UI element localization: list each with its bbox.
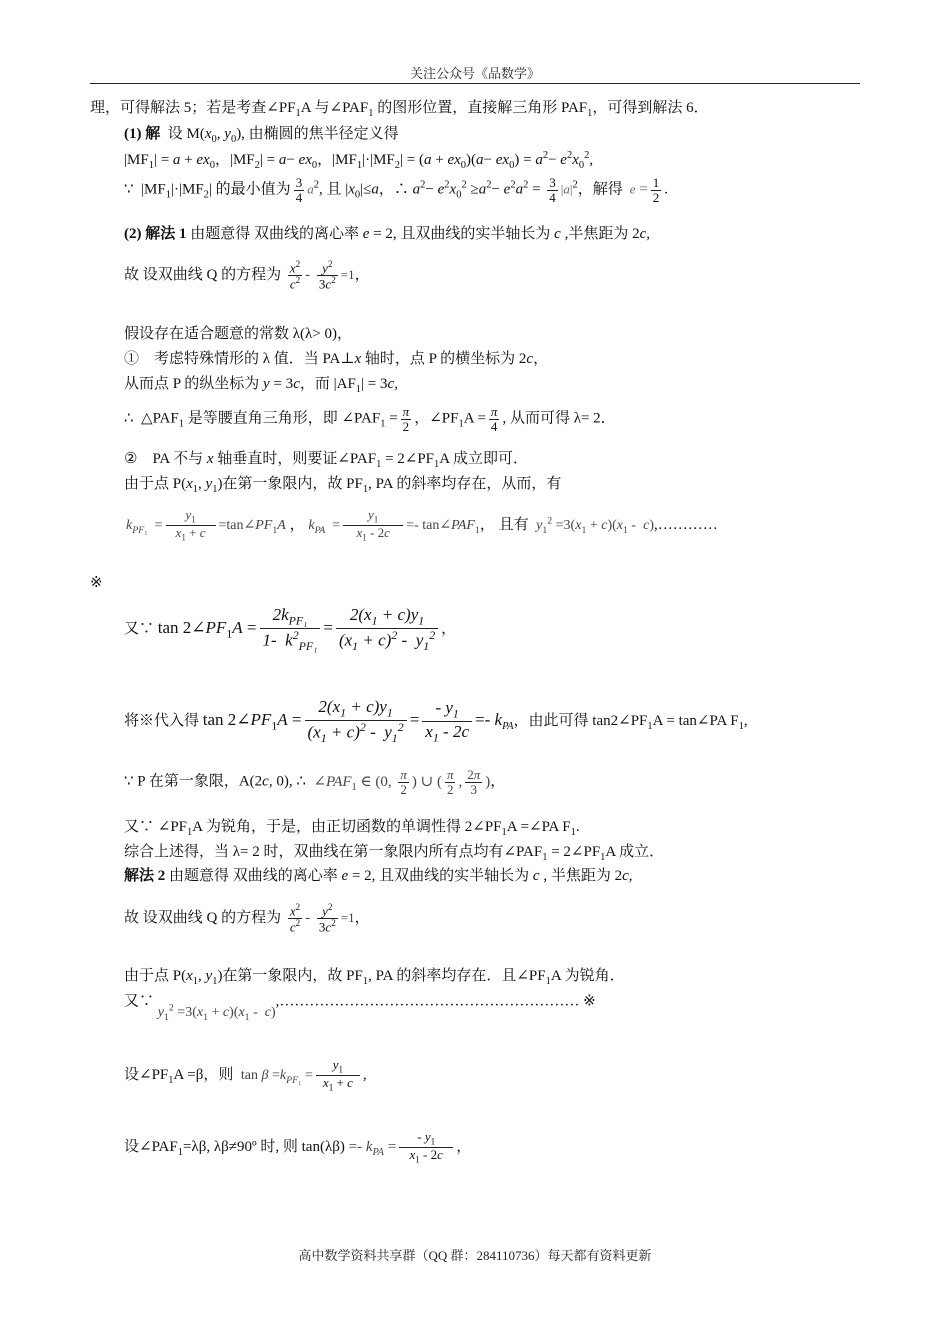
text-line: ① 考虑特殊情形的 λ 值．当 PA⊥x 轴时，点 P 的横坐标为 2c， [124,351,549,367]
text-line: (2) 解法 1 由题意得 双曲线的离心率 e = 2, 且双曲线的实半轴长为 c ,半焦距为 2c, [124,226,651,242]
text-line: 解法 2 由题意得 双曲线的离心率 e = 2, 且双曲线的实半轴长为 c , 半焦距为 2c, [124,868,633,884]
text-line: 设$\angle PAF_1=\lambda\beta$, λβ≠90º 时, 则 $\tan(\lambda\beta) =- k_{PA}$ = $\frac{- y_1}{x_1 - 2c}$ ， [124,1129,472,1165]
text-line: 由于点 $P(x_1$, $y_1$)在第一象限内，故 $PF_1$, PA 的斜率均存在．且$\angle PF_1A$ 为锐角． [124,968,625,987]
page-header: 关注公众号《品数学》 [409,66,540,81]
text-line: $k_{PF_1}$ = $\frac{y_1}{x_1 + c}$ $=\tan\angle PF_1A$ ， $k_{PA}$ = $\frac{y_1}{x_1 - 2c}$ =- $\tan\angle PAF_1$， 且有 $y_1^2 =3(x_1 + c)(x_1$ - c),………… [126,507,718,543]
text-line: 由于点 $P(x_1$, $y_1$)在第一象限内，故 $PF_1$, PA 的斜率均存在，从而，有 [124,476,562,495]
text-line: $|MF_1| = a + ex_0$，$|MF_2| = a- ex_0$，$|MF_1|\cdot|MF_2| = (a + ex_0)(a- ex_0) = a^2- e^2x_0^2$, [124,150,594,171]
text-line: 又∵ $\angle PF_1A$ 为锐角，于是，由正切函数的单调性得 $2\angle PF_1A$ =∠PA $F_1$. [124,819,580,838]
text-line: 从而点 P 的纵坐标为 y = 3c，而 $|AF_1| = 3c$, [124,376,398,395]
page-footer: 高中数学资料共享群（QQ 群：284110736）每天都有资料更新 [298,1248,652,1263]
text-line: 故 设双曲线 Q 的方程为 $\frac{x^2}{c^2}$ - $\frac{y^2}{3c^2}$ =1， [124,259,370,292]
text-line: 综合上述得，当 λ= 2 时，双曲线在第一象限内所有点均有$\angle PAF_1$ = $2\angle PF_1A$ 成立． [124,844,665,863]
text-line: 理，可得解法 5；若是考查$\angle PF_1A$ 与$\angle PAF_1$ 的图形位置，直接解三角形 $PAF_1$，可得到解法 6． [90,100,709,119]
header-rule [90,83,860,84]
text-line: 又∵ $\tan 2\angle PF_1A$ = $2k_{PF_1}$ 1- $k^2_{PF_1}$ = $\frac{2(x_1 + c)y_1}{(x_1 + c)^2 - y_1^2}$ ， [124,605,457,654]
text-line: 假设存在适合题意的常数 λ(λ> 0)， [124,326,352,342]
text-line: 又∵ $y_1^2 =3(x_1 + c)(x_1$ - c),…………………………………………………… ※ [124,993,596,1023]
text-line: 故 设双曲线 Q 的方程为 $\frac{x^2}{c^2}$ - $\frac{y^2}{3c^2}$ =1， [124,902,370,935]
text-line: ② PA 不与 x 轴垂直时，则要证$\angle PAF_1$ = $2\angle PF_1A$ 成立即可． [124,451,529,470]
text-line: (1) 解 设 $M(x_0$, $y_0$), 由椭圆的焦半径定义得 [124,126,399,145]
text-line: ※ [90,575,103,591]
text-line: 将※代入得 $\tan 2\angle PF_1A$ = $\frac{2(x_1 + c)y_1}{(x_1 + c)^2 - y_1^2}$ = $\frac{- y_1}{x_1 - 2c}$ =- $k_{PA}$，由此可得 $\tan 2\angle PF_1A$ = tan∠PA $F_1$, [124,697,748,746]
text-line: 设$\angle PF_1A =\beta$，则 $\tan \beta =k_{PF_1}$ = $\frac{y_1}{x_1 + c}$ , [124,1057,367,1093]
text-line: ∵ $|MF_1|\cdot|MF_2|$ 的最小值为 $\frac{3}{4}$ $a^2$, 且 $|x_0|\le a$，∴ $a^2- e^2x_0^2 \ge a^2- e^2a^2$ = $\frac{3}{4}$ $|a|^2$，解得 e = $\frac{1}{2}$ . [124,175,669,205]
text-line: ∴ $\triangle PAF_1$ 是等腰直角三角形，即 $\angle PAF_1$ = $\frac{\pi}{2}$ ，$\angle PF_1A$ = $\frac{\pi}{4}$ , 从而可得 λ= 2． [124,404,616,434]
text-line: ∵ P 在第一象限，A(2c, 0), ∴ $\angle PAF_1$ ∈ (0, $\frac{\pi}{2}$ ) ∪ ( $\frac{\pi}{2}$ , $\frac{2\pi}{3}$ )， [124,767,506,797]
